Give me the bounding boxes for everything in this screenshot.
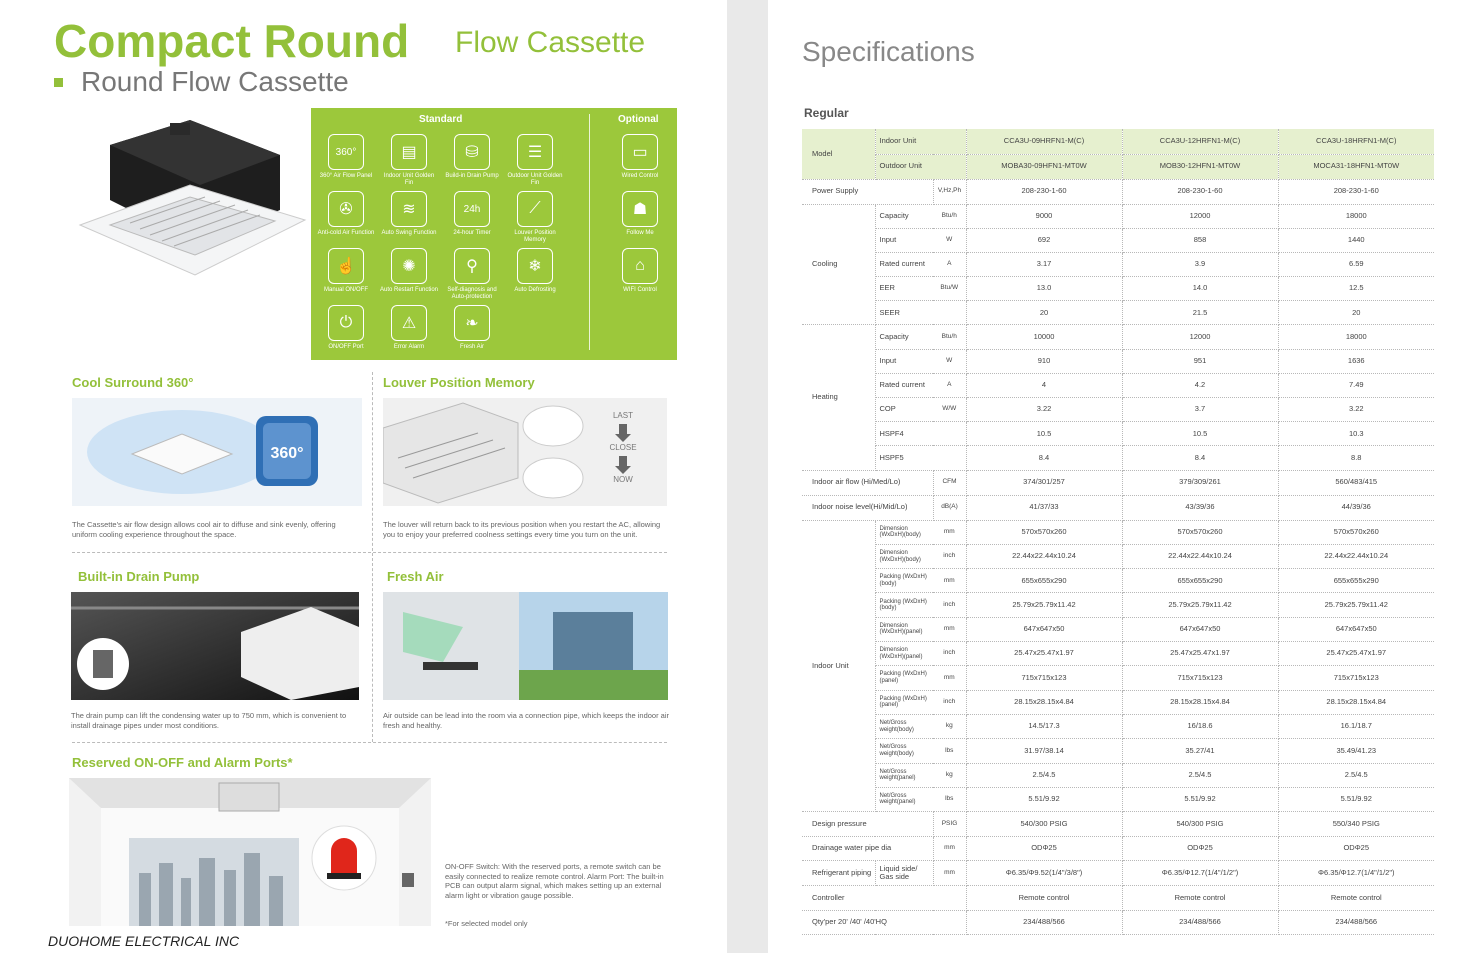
section-divider-2 xyxy=(72,742,667,743)
timer-icon: 24h xyxy=(454,191,490,227)
panel-divider xyxy=(589,114,590,350)
unit-cell: kg xyxy=(933,714,966,738)
value-cell: 570x570x260 xyxy=(1278,520,1434,544)
value-cell: 655x655x290 xyxy=(1122,569,1278,593)
feature-onoff-port xyxy=(316,305,376,351)
feature-louver-memory xyxy=(505,191,565,244)
table-row xyxy=(802,204,1434,228)
row-label: Input xyxy=(875,228,933,252)
value-cell: 570x570x260 xyxy=(1122,520,1278,544)
bullet-square-icon xyxy=(54,78,63,87)
row-label: Packing (WxDxH)(panel) xyxy=(875,666,933,690)
value-cell: 10.5 xyxy=(966,422,1122,446)
value-cell: 20 xyxy=(1278,301,1434,325)
table-row xyxy=(802,787,1434,811)
value-cell: 21.5 xyxy=(1122,301,1278,325)
table-row xyxy=(802,910,1434,935)
value-cell: MOCA31-18HFN1-MT0W xyxy=(1278,154,1434,179)
row-label: Packing (WxDxH)(panel) xyxy=(875,690,933,714)
unit-cell: kg xyxy=(933,763,966,787)
value-cell: 25.79x25.79x11.42 xyxy=(1278,593,1434,617)
brochure-left-page xyxy=(0,0,727,953)
value-cell: 4.2 xyxy=(1122,373,1278,397)
feature-auto-restart xyxy=(379,248,439,294)
row-label: Dimension (WxDxH)(body) xyxy=(875,520,933,544)
feature-label: Manual ON/OFF xyxy=(323,287,368,293)
value-cell: 540/300 PSIG xyxy=(1122,812,1278,837)
unit-cell: mm xyxy=(933,617,966,641)
row-label: Net/Gross weight(panel) xyxy=(875,763,933,787)
row-label: HSPF5 xyxy=(875,446,933,470)
table-row xyxy=(802,154,1434,179)
feature-label: 360° Air Flow Panel xyxy=(319,173,373,179)
table-row xyxy=(802,886,1434,911)
value-cell: 655x655x290 xyxy=(966,569,1122,593)
fresh-air-desc: Air outside can be lead into the room via a connection pipe, which keeps the indoor air fresh and healthy. xyxy=(383,711,670,730)
anti-cold-icon: ✇ xyxy=(328,191,364,227)
value-cell: 16.1/18.7 xyxy=(1278,714,1434,738)
feature-label: Error Alarm xyxy=(393,344,425,350)
louver-memory-title: Louver Position Memory xyxy=(383,375,535,390)
value-cell: 379/309/261 xyxy=(1122,470,1278,495)
value-cell: Φ6.35/Φ12.7(1/4"/1/2") xyxy=(1278,861,1434,886)
row-label: Dimension (WxDxH)(body) xyxy=(875,544,933,568)
value-cell: 7.49 xyxy=(1278,373,1434,397)
unit-cell: inch xyxy=(933,690,966,714)
outdoor-fin-icon: ☰ xyxy=(517,134,553,170)
table-row xyxy=(802,495,1434,520)
table-row xyxy=(802,690,1434,714)
golden-fin-icon: ▤ xyxy=(391,134,427,170)
value-cell: 715x715x123 xyxy=(1122,666,1278,690)
ports-desc: ON-OFF Switch: With the reserved ports, a remote switch can be easily connected to realize remote control. Alarm Port: The built-in PCB can output alarm signal, which makes setting up an external alarm light or vibration gauge possible. xyxy=(445,862,664,900)
defrost-icon: ❄ xyxy=(517,248,553,284)
table-row xyxy=(802,812,1434,837)
row-label: SEER xyxy=(875,301,933,325)
value-cell: 10.5 xyxy=(1122,422,1278,446)
value-cell: 28.15x28.15x4.84 xyxy=(1278,690,1434,714)
value-cell: 25.79x25.79x11.42 xyxy=(966,593,1122,617)
outdoor-unit-label: Outdoor Unit xyxy=(875,154,966,179)
design-pressure-label: Design pressure xyxy=(802,812,933,837)
value-cell: 5.51/9.92 xyxy=(1278,787,1434,811)
value-cell: 2.5/4.5 xyxy=(1278,763,1434,787)
qty-label: Qty'per 20' /40' /40'HQ xyxy=(802,910,966,935)
value-cell: 12.5 xyxy=(1278,277,1434,301)
value-cell: ODΦ25 xyxy=(966,836,1122,861)
value-cell: 3.9 xyxy=(1122,252,1278,276)
value-cell: Remote control xyxy=(966,886,1122,911)
value-cell: 8.8 xyxy=(1278,446,1434,470)
feature-label: Indoor Unit Golden Fin xyxy=(383,173,435,186)
value-cell: ODΦ25 xyxy=(1278,836,1434,861)
row-label: HSPF4 xyxy=(875,422,933,446)
onoff-port-icon: ⏻ xyxy=(328,305,364,341)
feature-golden-fin xyxy=(379,134,439,187)
value-cell: 3.17 xyxy=(966,252,1122,276)
feature-wifi-control xyxy=(610,248,670,294)
table-row xyxy=(802,252,1434,276)
table-row xyxy=(802,520,1434,544)
table-row xyxy=(802,617,1434,641)
feature-label: Build-in Drain Pump xyxy=(445,173,499,179)
feature-self-diagnosis xyxy=(442,248,502,301)
value-cell: 28.15x28.15x4.84 xyxy=(966,690,1122,714)
value-cell: 647x647x50 xyxy=(966,617,1122,641)
table-row xyxy=(802,739,1434,763)
row-label: Rated current xyxy=(875,252,933,276)
row-label: Net/Gross weight(body) xyxy=(875,739,933,763)
row-label: Dimension (WxDxH)(panel) xyxy=(875,642,933,666)
page-title-suffix: Flow Cassette xyxy=(455,26,646,59)
feature-label: 24-hour Timer xyxy=(453,230,491,236)
value-cell: ODΦ25 xyxy=(1122,836,1278,861)
table-row xyxy=(802,642,1434,666)
table-row xyxy=(802,422,1434,446)
value-cell: 8.4 xyxy=(1122,446,1278,470)
value-cell: 28.15x28.15x4.84 xyxy=(1122,690,1278,714)
louver-memory-icon: ⟋ xyxy=(517,191,553,227)
value-cell: 14.5/17.3 xyxy=(966,714,1122,738)
fresh-air-image xyxy=(383,592,668,700)
value-cell: 12000 xyxy=(1122,325,1278,349)
indoor_unit-label: Indoor Unit xyxy=(802,520,875,812)
feature-label: Outdoor Unit Golden Fin xyxy=(507,173,563,186)
cool-surround-image xyxy=(72,398,362,506)
value-cell: 234/488/566 xyxy=(966,910,1122,935)
unit-cell: Btu/h xyxy=(933,204,966,228)
unit-cell: V,Hz,Ph xyxy=(933,179,966,204)
value-cell: 22.44x22.44x10.24 xyxy=(1278,544,1434,568)
feature-label: Wired Control xyxy=(621,173,659,179)
section-divider xyxy=(72,552,667,553)
value-cell: 540/300 PSIG xyxy=(966,812,1122,837)
value-cell: 647x647x50 xyxy=(1122,617,1278,641)
value-cell: 9000 xyxy=(966,204,1122,228)
unit-cell: mm xyxy=(933,520,966,544)
company-name: DUOHOME ELECTRICAL INC xyxy=(48,933,240,949)
unit-cell: W xyxy=(933,349,966,373)
value-cell: 31.97/38.14 xyxy=(966,739,1122,763)
unit-cell: inch xyxy=(933,642,966,666)
cooling-label: Cooling xyxy=(802,204,875,325)
noise-label: Indoor noise level(Hi/Mid/Lo) xyxy=(802,495,933,520)
feature-label: Auto Swing Function xyxy=(381,230,437,236)
column-divider xyxy=(372,372,373,742)
feature-defrost xyxy=(505,248,565,294)
cool-surround-desc: The Cassette's air flow design allows cool air to diffuse and sink evenly, offering uniform cooling experience throughout the space. xyxy=(72,520,336,539)
value-cell: 35.49/41.23 xyxy=(1278,739,1434,763)
cool-surround-title: Cool Surround 360° xyxy=(72,375,194,390)
row-label: Net/Gross weight(panel) xyxy=(875,787,933,811)
drain-pump-desc: The drain pump can lift the condensing water up to 750 mm, which is convenient to install drainage pipes under most conditions. xyxy=(71,711,347,730)
feature-panel xyxy=(311,108,677,360)
unit-cell: A xyxy=(933,373,966,397)
row-label: EER xyxy=(875,277,933,301)
airflow-label: Indoor air flow (Hi/Med/Lo) xyxy=(802,470,933,495)
wifi-control-icon: ⌂ xyxy=(622,248,658,284)
model-label: Model xyxy=(802,129,875,179)
table-row xyxy=(802,569,1434,593)
value-cell: 208-230-1-60 xyxy=(1278,179,1434,204)
standard-heading: Standard xyxy=(419,114,463,125)
louver-memory-desc: The louver will return back to its previous position when you restart the AC, allowing you to enjoy your preferred coolness settings every time you turn on the unit. xyxy=(383,520,661,539)
feature-anti-cold xyxy=(316,191,376,237)
value-cell: 2.5/4.5 xyxy=(1122,763,1278,787)
page-title: Compact Round xyxy=(54,15,410,67)
value-cell: 3.22 xyxy=(1278,398,1434,422)
value-cell: 374/301/257 xyxy=(966,470,1122,495)
value-cell: 570x570x260 xyxy=(966,520,1122,544)
table-row xyxy=(802,446,1434,470)
360-badge-text: 360° xyxy=(270,445,304,462)
table-row xyxy=(802,763,1434,787)
louver-state-now: NOW xyxy=(613,475,633,484)
brochure-right-page xyxy=(768,0,1470,953)
value-cell: 910 xyxy=(966,349,1122,373)
row-label: Capacity xyxy=(875,325,933,349)
value-cell: 5.51/9.92 xyxy=(1122,787,1278,811)
fresh-air-title: Fresh Air xyxy=(387,569,444,584)
value-cell: MOBA30-09HFN1-MT0W xyxy=(966,154,1122,179)
specifications-title: Specifications xyxy=(802,36,975,67)
value-cell: Φ6.35/Φ9.52(1/4"/3/8") xyxy=(966,861,1122,886)
value-cell: 22.44x22.44x10.24 xyxy=(966,544,1122,568)
unit-cell: Btu/W xyxy=(933,277,966,301)
feature-label: Auto Defrosting xyxy=(514,287,556,293)
value-cell: 10000 xyxy=(966,325,1122,349)
value-cell: 18000 xyxy=(1278,325,1434,349)
page-subtitle xyxy=(54,66,349,98)
value-cell: 3.7 xyxy=(1122,398,1278,422)
value-cell: 550/340 PSIG xyxy=(1278,812,1434,837)
value-cell: CCA3U-18HRFN1-M(C) xyxy=(1278,129,1434,154)
manual-onoff-icon: ☝ xyxy=(328,248,364,284)
unit-cell: W/W xyxy=(933,398,966,422)
drain-pump-title: Built-in Drain Pump xyxy=(78,569,200,584)
value-cell: 5.51/9.92 xyxy=(966,787,1122,811)
value-cell: CCA3U-09HRFN1-M(C) xyxy=(966,129,1122,154)
value-cell: 35.27/41 xyxy=(1122,739,1278,763)
feature-drain-pump xyxy=(442,134,502,180)
value-cell: 16/18.6 xyxy=(1122,714,1278,738)
value-cell: 25.79x25.79x11.42 xyxy=(1122,593,1278,617)
feature-fresh-air xyxy=(442,305,502,351)
value-cell: CCA3U-12HRFN1-M(C) xyxy=(1122,129,1278,154)
unit-cell: lbs xyxy=(933,787,966,811)
table-row xyxy=(802,836,1434,861)
table-row xyxy=(802,325,1434,349)
indoor-unit-label: Indoor Unit xyxy=(875,129,966,154)
feature-wired-control xyxy=(610,134,670,180)
row-label: COP xyxy=(875,398,933,422)
value-cell: 208-230-1-60 xyxy=(966,179,1122,204)
self-diagnosis-icon: ⚲ xyxy=(454,248,490,284)
value-cell: 858 xyxy=(1122,228,1278,252)
row-label: Dimension (WxDxH)(panel) xyxy=(875,617,933,641)
feature-label: Fresh Air xyxy=(459,344,484,350)
value-cell: 655x655x290 xyxy=(1278,569,1434,593)
follow-me-icon: ☗ xyxy=(622,191,658,227)
spec-table xyxy=(802,129,1434,935)
feature-label: Self-diagnosis and Auto-protection xyxy=(447,287,497,300)
unit-cell: dB(A) xyxy=(933,495,966,520)
value-cell: 22.44x22.44x10.24 xyxy=(1122,544,1278,568)
feature-label: WIFI Control xyxy=(623,287,657,293)
table-row xyxy=(802,544,1434,568)
value-cell: 715x715x123 xyxy=(1278,666,1434,690)
table-row xyxy=(802,666,1434,690)
feature-error-alarm xyxy=(379,305,439,351)
table-row xyxy=(802,277,1434,301)
value-cell: 692 xyxy=(966,228,1122,252)
value-cell: 2.5/4.5 xyxy=(966,763,1122,787)
value-cell: 208-230-1-60 xyxy=(1122,179,1278,204)
table-row xyxy=(802,861,1434,886)
ports-title: Reserved ON-OFF and Alarm Ports* xyxy=(72,755,293,770)
value-cell: 715x715x123 xyxy=(966,666,1122,690)
heating-label: Heating xyxy=(802,325,875,470)
value-cell: Remote control xyxy=(1278,886,1434,911)
unit-cell: inch xyxy=(933,593,966,617)
feature-timer xyxy=(442,191,502,237)
value-cell: 647x647x50 xyxy=(1278,617,1434,641)
drain-pipe-label: Drainage water pipe dia xyxy=(802,836,933,861)
value-cell: Remote control xyxy=(1122,886,1278,911)
unit-cell: lbs xyxy=(933,739,966,763)
fresh-air-icon: ❧ xyxy=(454,305,490,341)
unit-cell: PSIG xyxy=(933,812,966,837)
unit-cell: mm xyxy=(933,836,966,861)
subtitle-text: Round Flow Cassette xyxy=(81,66,349,97)
table-row xyxy=(802,228,1434,252)
value-cell: 25.47x25.47x1.97 xyxy=(1122,642,1278,666)
value-cell: 3.22 xyxy=(966,398,1122,422)
value-cell: 1636 xyxy=(1278,349,1434,373)
feature-label: Louver Position Memory xyxy=(514,230,556,243)
table-row xyxy=(802,301,1434,325)
feature-auto-swing xyxy=(379,191,439,237)
feature-label: Auto Restart Function xyxy=(379,287,439,293)
row-label: Packing (WxDxH)(body) xyxy=(875,569,933,593)
value-cell: 6.59 xyxy=(1278,252,1434,276)
value-cell: Φ6.35/Φ12.7(1/4"/1/2") xyxy=(1122,861,1278,886)
feature-label: ON/OFF Port xyxy=(328,344,364,350)
table-row xyxy=(802,714,1434,738)
value-cell: 1440 xyxy=(1278,228,1434,252)
controller-label: Controller xyxy=(802,886,966,911)
value-cell: 560/483/415 xyxy=(1278,470,1434,495)
value-cell: 951 xyxy=(1122,349,1278,373)
unit-cell: Btu/h xyxy=(933,325,966,349)
value-cell: 41/37/33 xyxy=(966,495,1122,520)
unit-cell: CFM xyxy=(933,470,966,495)
feature-manual-onoff xyxy=(316,248,376,294)
unit-cell xyxy=(933,301,966,325)
value-cell: 44/39/36 xyxy=(1278,495,1434,520)
value-cell: 13.0 xyxy=(966,277,1122,301)
power-supply-label: Power Supply xyxy=(802,179,933,204)
value-cell: 8.4 xyxy=(966,446,1122,470)
table-row xyxy=(802,349,1434,373)
value-cell: 25.47x25.47x1.97 xyxy=(1278,642,1434,666)
louver-state-last: LAST xyxy=(612,411,634,420)
table-row xyxy=(802,179,1434,204)
360-icon: 360° xyxy=(328,134,364,170)
unit-cell xyxy=(933,422,966,446)
unit-cell: W xyxy=(933,228,966,252)
feature-follow-me xyxy=(610,191,670,237)
value-cell: 234/488/566 xyxy=(1122,910,1278,935)
row-label: Net/Gross weight(body) xyxy=(875,714,933,738)
alarm-ports-image xyxy=(69,778,431,926)
value-cell: MOB30-12HFN1-MT0W xyxy=(1122,154,1278,179)
drain-pump-image xyxy=(71,592,359,700)
table-row xyxy=(802,129,1434,154)
table-row xyxy=(802,373,1434,397)
louver-memory-image xyxy=(383,398,667,506)
value-cell: 14.0 xyxy=(1122,277,1278,301)
value-cell: 20 xyxy=(966,301,1122,325)
unit-cell: inch xyxy=(933,544,966,568)
louver-state-close: CLOSE xyxy=(609,443,637,452)
unit-cell xyxy=(933,446,966,470)
table-row xyxy=(802,593,1434,617)
unit-cell: mm xyxy=(933,569,966,593)
value-cell: 43/39/36 xyxy=(1122,495,1278,520)
value-cell: 18000 xyxy=(1278,204,1434,228)
table-row xyxy=(802,398,1434,422)
row-label: Input xyxy=(875,349,933,373)
table-row xyxy=(802,470,1434,495)
feature-label: Follow Me xyxy=(626,230,654,236)
value-cell: 12000 xyxy=(1122,204,1278,228)
refrigerant-sub-label: Liquid side/ Gas side xyxy=(875,861,933,886)
row-label: Packing (WxDxH)(body) xyxy=(875,593,933,617)
value-cell: 10.3 xyxy=(1278,422,1434,446)
value-cell: 25.47x25.47x1.97 xyxy=(966,642,1122,666)
drain-pump-icon: ⛁ xyxy=(454,134,490,170)
value-cell: 234/488/566 xyxy=(1278,910,1434,935)
feature-outdoor-fin xyxy=(505,134,565,187)
cassette-unit-image xyxy=(70,115,310,285)
error-alarm-icon: ⚠ xyxy=(391,305,427,341)
feature-360 xyxy=(316,134,376,180)
regular-heading: Regular xyxy=(804,106,849,120)
row-label: Rated current xyxy=(875,373,933,397)
unit-cell: mm xyxy=(933,861,966,886)
feature-label: Anti-cold Air Function xyxy=(317,230,375,236)
ports-footnote: *For selected model only xyxy=(445,919,528,928)
wired-control-icon: ▭ xyxy=(622,134,658,170)
optional-heading: Optional xyxy=(618,114,659,125)
auto-restart-icon: ✺ xyxy=(391,248,427,284)
value-cell: 4 xyxy=(966,373,1122,397)
unit-cell: mm xyxy=(933,666,966,690)
row-label: Capacity xyxy=(875,204,933,228)
refrigerant-label: Refrigerant piping xyxy=(802,861,875,886)
auto-swing-icon: ≋ xyxy=(391,191,427,227)
unit-cell: A xyxy=(933,252,966,276)
